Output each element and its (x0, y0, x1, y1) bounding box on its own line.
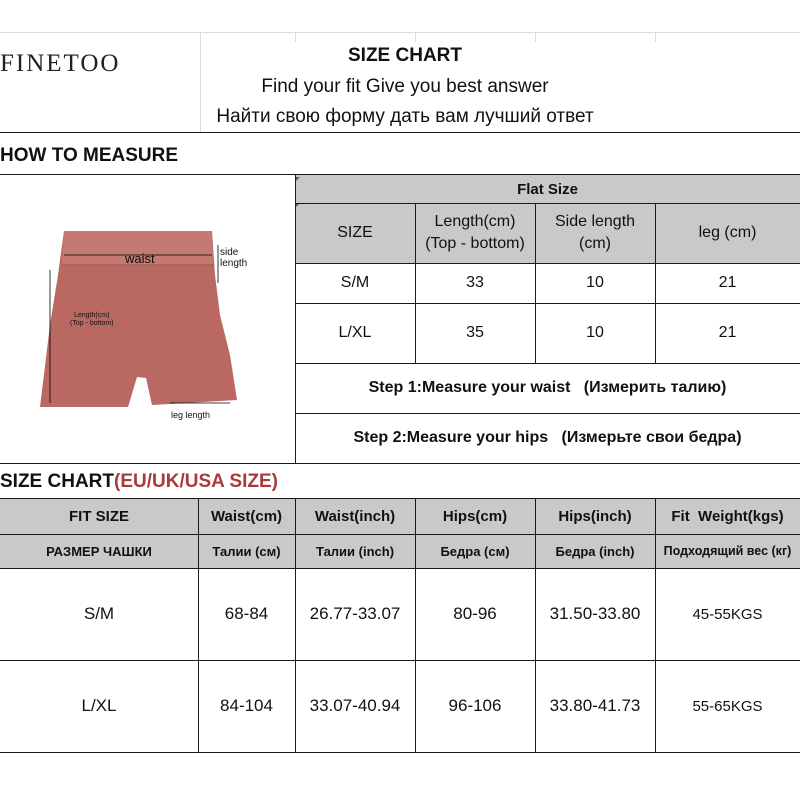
length-label-2: (Top - bottom) (70, 320, 114, 327)
shorts-diagram (20, 215, 280, 430)
size-header-waist-inch: Waist(inch) (314, 507, 396, 525)
size-header-ru-waist-inch: Талии (inch) (315, 543, 395, 559)
size-header-ru-hips-inch: Бедра (inch) (555, 543, 635, 559)
size-header-ru-waist-cm: Талии (см) (212, 543, 281, 559)
flat-row-1-length: 33 (466, 274, 484, 291)
size-row-1-waist-cm: 68-84 (224, 604, 269, 623)
subtitle-english: Find your fit Give you best answer (261, 76, 549, 97)
size-header-fit-size: FIT SIZE (69, 507, 129, 525)
flat-header-side-length (535, 203, 655, 263)
step-1: Step 1:Measure your waist (Измерить талию) (368, 379, 727, 396)
size-header-waist-cm: Waist(cm) (210, 507, 283, 525)
flat-row-1-side: 10 (586, 274, 604, 291)
flat-header-leg: leg (cm) (698, 224, 757, 241)
flat-row-1-leg: 21 (718, 274, 737, 291)
flat-header-length-line2: (Top - bottom) (425, 235, 525, 252)
step-2: Step 2:Measure your hips (Измерьте свои бедра) (353, 429, 742, 446)
size-header-hips-inch: Hips(inch) (558, 507, 632, 525)
size-header-ru-fit-weight: Подходящий вес (кг) (663, 544, 792, 558)
flat-header-side-line2: (cm) (579, 235, 611, 252)
size-row-1-hips-cm: 80-96 (453, 604, 497, 623)
flat-row-2-size: L/XL (338, 324, 372, 341)
leg-length-label: leg length (171, 410, 211, 420)
flat-row-2-side: 10 (586, 324, 604, 341)
flat-row-2-length: 35 (466, 324, 484, 341)
size-row-2-fit: L/XL (81, 696, 117, 715)
side-length-label-1: side (220, 247, 239, 258)
how-to-measure-heading: HOW TO MEASURE (0, 145, 179, 166)
size-row-1-weight: 45-55KGS (692, 605, 763, 623)
size-header-ru-hips-cm: Бедра (см) (440, 543, 510, 559)
size-chart-heading (0, 471, 278, 493)
subtitle-russian: Найти свою форму дать вам лучший ответ (216, 106, 594, 127)
page-title: SIZE CHART (348, 45, 462, 66)
flat-row-2-leg: 21 (718, 324, 737, 341)
size-header-ru-fit-size: РАЗМЕР ЧАШКИ (46, 543, 152, 559)
size-row-2-hips-inch: 33.80-41.73 (549, 696, 641, 715)
flat-header-length-line1: Length(cm) (434, 213, 516, 230)
size-row-2-weight: 55-65KGS (692, 697, 763, 715)
waist-label: waist (125, 251, 155, 266)
size-row-1-fit: S/M (83, 604, 115, 623)
flat-header-size: SIZE (337, 224, 373, 241)
size-header-fit-weight: Fit Weight(kgs) (671, 507, 784, 525)
flat-row-1-size: S/M (340, 274, 370, 291)
flat-header-length (415, 203, 535, 263)
brand-logo: FINETOO (0, 50, 121, 77)
length-label-1: Length(cm) (74, 312, 110, 319)
side-length-label-2: length (220, 258, 248, 269)
size-row-2-waist-cm: 84-104 (220, 696, 273, 715)
size-row-2-hips-cm: 96-106 (448, 696, 502, 715)
size-row-1-hips-inch: 31.50-33.80 (549, 604, 641, 623)
size-row-2-waist-inch: 33.07-40.94 (309, 696, 401, 715)
size-header-hips-cm: Hips(cm) (442, 507, 508, 525)
size-row-1-waist-inch: 26.77-33.07 (309, 604, 401, 623)
flat-header-side-line1: Side length (554, 213, 636, 230)
flat-size-title: Flat Size (517, 180, 578, 198)
size-chart-heading-suffix: (EU/UK/USA SIZE) (114, 471, 278, 492)
size-chart-heading-main: SIZE CHART (0, 471, 114, 492)
